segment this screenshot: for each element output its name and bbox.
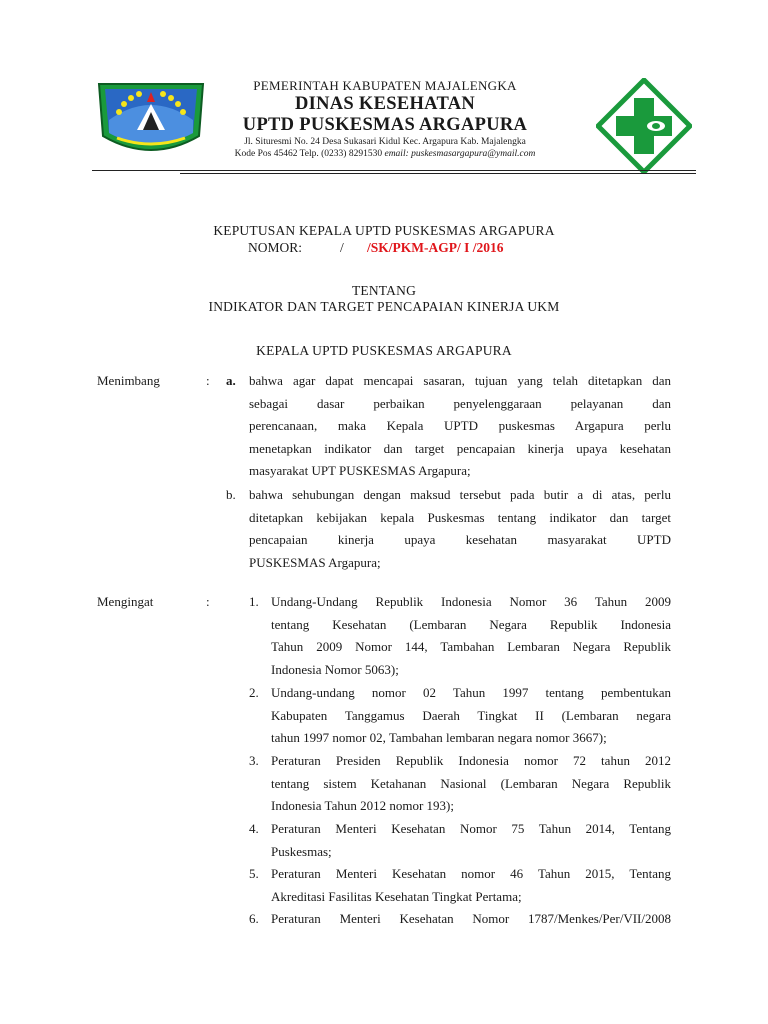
text-line: Akreditasi Fasilitas Kesehatan Tingkat Pertama; bbox=[271, 888, 522, 904]
text-line: Peraturan Menteri Kesehatan Nomor 75 Tahun 2014, Tentang bbox=[271, 821, 671, 836]
text-line: Peraturan Menteri Kesehatan Nomor 1787/Menkes/Per/VII/2008 bbox=[271, 911, 671, 926]
menimbang-marker-b: b. bbox=[226, 487, 236, 502]
decree-number bbox=[248, 240, 548, 256]
text-line: Puskesmas; bbox=[271, 843, 332, 859]
kabupaten-emblem-logo bbox=[97, 80, 205, 162]
mengingat-colon: : bbox=[206, 594, 210, 609]
text-line: PUSKESMAS Argapura; bbox=[249, 554, 381, 570]
text-line: tentang Kesehatan (Lembaran Negara Republik Indonesia bbox=[271, 616, 671, 632]
mengingat-marker-4: 4. bbox=[249, 821, 259, 836]
decree-authority: KEPALA UPTD PUSKESMAS ARGAPURA bbox=[256, 343, 512, 358]
text-line: Peraturan Menteri Kesehatan nomor 46 Tahun 2015, Tentang bbox=[271, 866, 671, 881]
menimbang-item-a bbox=[249, 370, 671, 483]
mengingat-item-5 bbox=[271, 863, 671, 908]
text-line: Indonesia Tahun 2012 nomor 193); bbox=[271, 798, 454, 814]
nomor-slash: / bbox=[340, 240, 344, 255]
text-line: masyarakat UPT PUSKESMAS Argapura; bbox=[249, 463, 471, 479]
text-line: perencanaan, maka Kepala UPTD puskesmas Argapura perlu bbox=[249, 418, 671, 434]
text-line: tahun 1997 nomor 02, Tambahan lembaran negara nomor 3667); bbox=[271, 730, 607, 746]
text-line: Undang-undang nomor 02 Tahun 1997 tentang pembentukan bbox=[271, 685, 671, 700]
puskesmas-cross-logo bbox=[596, 78, 692, 174]
letterhead-government: PEMERINTAH KABUPATEN MAJALENGKA bbox=[253, 78, 517, 93]
menimbang-marker-a: a. bbox=[226, 373, 236, 388]
mengingat-marker-1: 1. bbox=[249, 594, 259, 609]
menimbang-item-b bbox=[249, 484, 671, 574]
mengingat-item-2 bbox=[271, 682, 671, 750]
text-line: bahwa agar dapat mencapai sasaran, tujuan yang telah ditetapkan dan bbox=[249, 373, 671, 388]
mengingat-item-3 bbox=[271, 750, 671, 818]
mengingat-label: Mengingat bbox=[97, 594, 154, 609]
letterhead-address: Jl. Situresmi No. 24 Desa Sukasari Kidul Kec. Argapura Kab. Majalengka bbox=[244, 137, 526, 147]
text-line: sebagai dasar perbaikan penyelenggaraan pelayanan dan bbox=[249, 395, 671, 411]
mengingat-marker-3: 3. bbox=[249, 753, 259, 768]
menimbang-label: Menimbang bbox=[97, 373, 160, 388]
mengingat-item-4 bbox=[271, 818, 671, 863]
menimbang-colon: : bbox=[206, 373, 210, 388]
text-line: Undang-Undang Republik Indonesia Nomor 36 Tahun 2009 bbox=[271, 594, 671, 609]
text-line: Indonesia Nomor 5063); bbox=[271, 661, 399, 677]
text-line: tentang sistem Ketahanan Nasional (Lembaran Negara Republik bbox=[271, 775, 671, 791]
mengingat-item-6 bbox=[271, 908, 671, 931]
nomor-label: NOMOR: bbox=[248, 240, 303, 255]
letterhead-divider-thin bbox=[180, 173, 696, 174]
letterhead-agency: DINAS KESEHATAN bbox=[294, 94, 476, 114]
letterhead-text bbox=[190, 78, 580, 160]
mengingat-item-1 bbox=[271, 591, 671, 681]
nomor-value: /SK/PKM-AGP/ I /2016 bbox=[367, 240, 504, 255]
text-line: Peraturan Presiden Republik Indonesia nomor 72 tahun 2012 bbox=[271, 753, 671, 768]
mengingat-marker-5: 5. bbox=[249, 866, 259, 881]
decree-subject: INDIKATOR DAN TARGET PENCAPAIAN KINERJA UKM bbox=[208, 299, 560, 314]
letterhead-email: email: puskesmasargapura@ymail.com bbox=[384, 149, 536, 159]
mengingat-marker-6: 6. bbox=[249, 911, 259, 926]
letterhead-divider bbox=[92, 170, 696, 171]
text-line: pencapaian kinerja upaya kesehatan masyarakat UPTD bbox=[249, 532, 671, 548]
text-line: Kabupaten Tanggamus Daerah Tingkat II (Lembaran negara bbox=[271, 707, 671, 723]
letterhead-phone: Kode Pos 45462 Telp. (0233) 8291530 bbox=[234, 149, 385, 159]
text-line: Tahun 2009 Nomor 144, Tambahan Lembaran Negara Republik bbox=[271, 639, 671, 655]
tentang-heading: TENTANG bbox=[351, 283, 417, 298]
mengingat-marker-2: 2. bbox=[249, 685, 259, 700]
text-line: ditetapkan kebijakan kepala Puskesmas tentang indikator dan target bbox=[249, 509, 671, 525]
decree-title: KEPUTUSAN KEPALA UPTD PUSKESMAS ARGAPURA bbox=[213, 223, 555, 238]
letterhead-contact bbox=[190, 148, 580, 160]
text-line: menetapkan indikator dan target pencapaian kinerja upaya kesehatan bbox=[249, 440, 671, 456]
letterhead-institution: UPTD PUSKESMAS ARGAPURA bbox=[242, 115, 528, 135]
text-line: bahwa sehubungan dengan maksud tersebut pada butir a di atas, perlu bbox=[249, 487, 671, 502]
